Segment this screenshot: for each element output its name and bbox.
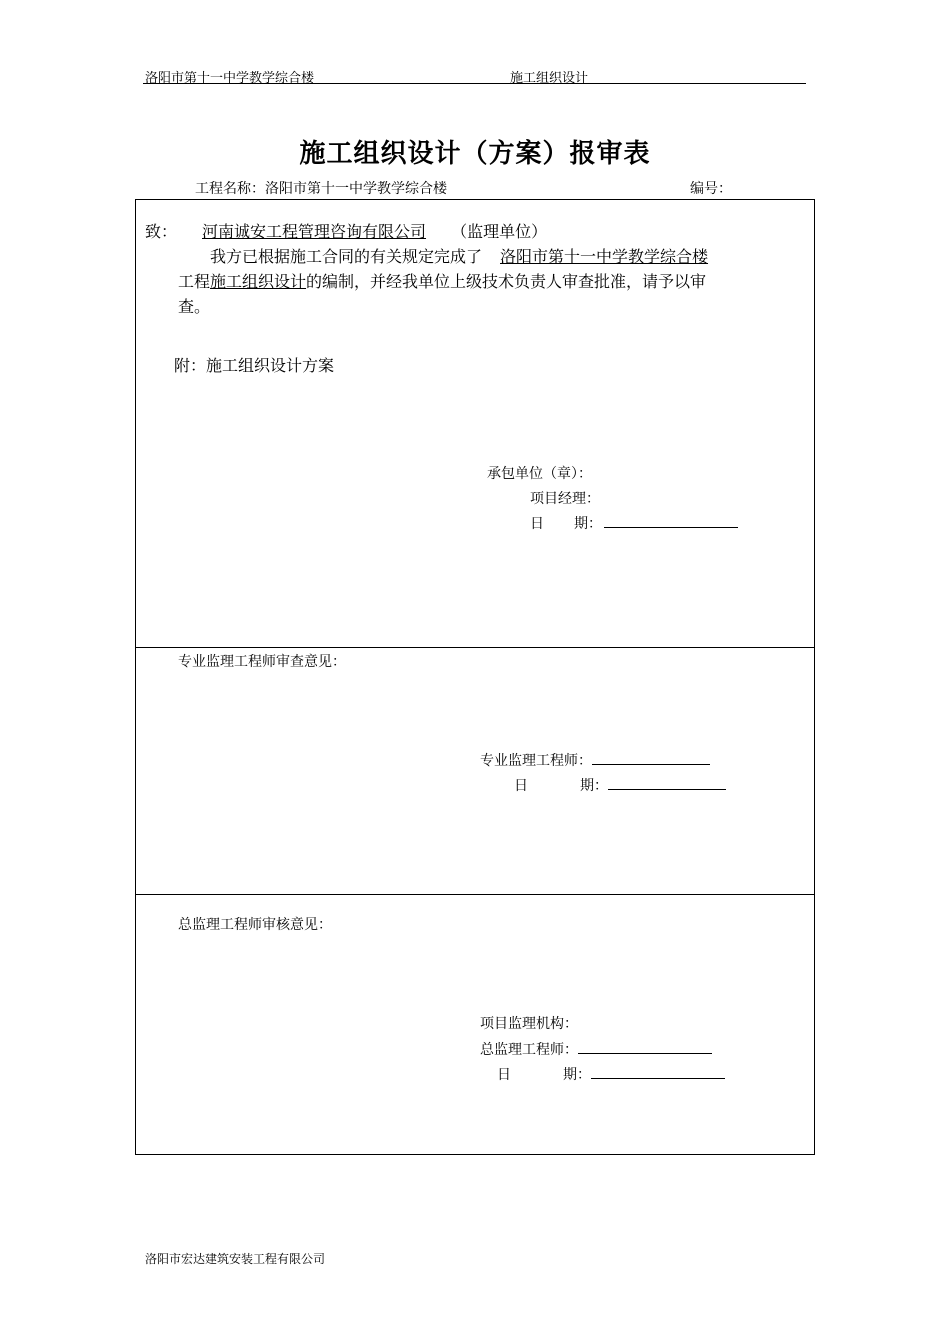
date-label-b: 期：: [580, 778, 608, 794]
date-label-a: 日: [514, 778, 528, 794]
date-row-3: [497, 1064, 725, 1084]
page-title: 施工组织设计（方案）报审表: [299, 139, 651, 169]
number-label: 编号：: [690, 181, 732, 197]
header-rule: [143, 83, 806, 84]
date-field-3[interactable]: [591, 1064, 725, 1079]
chief-engineer-field[interactable]: [578, 1039, 712, 1054]
chief-engineer-row: [480, 1039, 712, 1059]
statement-project: 洛阳市第十一中学教学综合楼: [500, 247, 709, 266]
statement-line-3: 查。: [178, 297, 211, 316]
specialist-opinion-label: 专业监理工程师审查意见：: [178, 654, 346, 670]
contractor-seal-label: 承包单位（章）：: [487, 466, 592, 482]
project-name-row: [195, 178, 447, 198]
supervision-org-label: 项目监理机构：: [480, 1016, 578, 1032]
date-row-1: [530, 513, 738, 533]
statement-doc: 施工组织设计: [210, 272, 307, 291]
statement-line-1: [210, 244, 708, 267]
statement-pre: 我方已根据施工合同的有关规定完成了: [210, 247, 483, 266]
date-row-2: [514, 775, 726, 795]
header-project: 洛阳市第十一中学教学综合楼: [145, 71, 315, 86]
chief-engineer-label: 总监理工程师：: [480, 1042, 578, 1058]
date-label-a: 日: [530, 516, 544, 532]
specialist-engineer-label: 专业监理工程师：: [480, 753, 592, 769]
date-label-b: 期：: [563, 1067, 591, 1083]
date-field-1[interactable]: [604, 513, 738, 528]
specialist-engineer-row: [480, 750, 710, 770]
chief-opinion-label: 总监理工程师审核意见：: [178, 917, 332, 933]
statement-line-2: [178, 269, 706, 292]
footer-company: 洛阳市宏达建筑安装工程有限公司: [145, 1252, 326, 1266]
statement-gongcheng: 工程: [178, 272, 211, 291]
header-doc: 施工组织设计: [510, 71, 589, 86]
project-name-value: 洛阳市第十一中学教学综合楼: [265, 181, 447, 197]
section-specialist-review: [135, 647, 815, 895]
to-label: 致：: [145, 222, 178, 241]
attachment-label: 附：施工组织设计方案: [174, 356, 335, 375]
date-field-2[interactable]: [608, 775, 726, 790]
project-manager-label: 项目经理：: [530, 491, 600, 507]
to-unit: 河南诚安工程管理咨询有限公司: [202, 222, 427, 241]
statement-post: 的编制，并经我单位上级技术负责人审查批准，请予以审: [306, 272, 707, 291]
project-name-label: 工程名称：: [195, 181, 265, 197]
specialist-engineer-field[interactable]: [592, 750, 710, 765]
to-role: （监理单位）: [451, 222, 548, 241]
to-unit-row: [190, 219, 547, 242]
date-label-a: 日: [497, 1067, 511, 1083]
date-label-b: 期：: [574, 516, 602, 532]
